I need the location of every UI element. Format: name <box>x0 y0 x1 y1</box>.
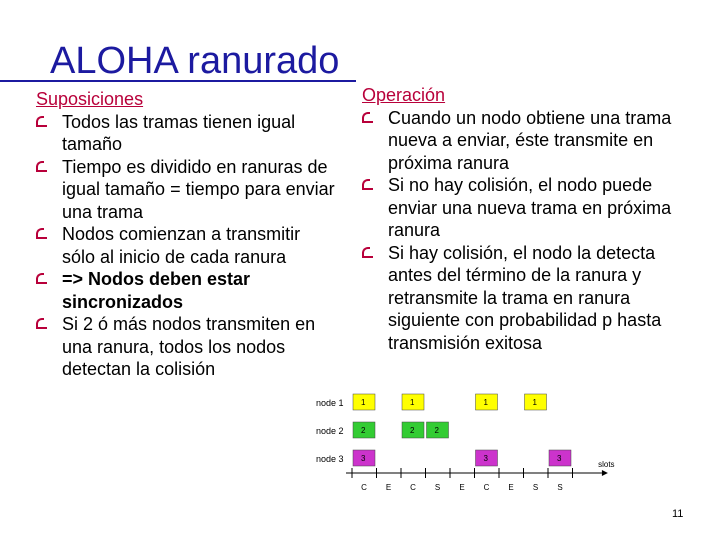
assumptions-column <box>36 88 336 381</box>
frame-label: 1 <box>361 398 366 407</box>
frame-label: 3 <box>483 454 488 463</box>
operation-list <box>362 107 702 355</box>
bullet-text: Si no hay colisión, el nodo puede enviar una nueva trama en próxima ranura <box>388 175 672 240</box>
title-underline <box>0 80 356 86</box>
bullet-item <box>36 223 336 268</box>
operation-column <box>362 84 702 354</box>
page-number: 11 <box>672 508 684 520</box>
frame-label: 1 <box>410 398 415 407</box>
bullet-text: Cuando un nodo obtiene una trama nueva a enviar, éste transmite en próxima ranura <box>388 107 672 173</box>
slot-outcome-label: S <box>532 483 539 492</box>
frame-label: 1 <box>483 398 488 407</box>
assumptions-heading: Suposiciones <box>36 89 144 109</box>
bullet-icon <box>36 228 44 237</box>
bullet-icon <box>36 116 44 125</box>
bullet-icon <box>362 179 370 188</box>
axis-label: slots <box>598 460 615 469</box>
bullet-item <box>36 111 336 156</box>
slot-outcome-label: E <box>459 483 465 492</box>
bullet-item <box>362 242 702 355</box>
node-label: node 1 <box>316 398 344 408</box>
slotted-aloha-diagram <box>300 385 640 505</box>
bullet-icon <box>362 247 370 256</box>
bullet-icon <box>36 273 44 282</box>
bullet-icon <box>36 161 44 170</box>
bullet-text: Tiempo es dividido en ranuras de igual tamaño = tiempo para enviar una trama <box>62 156 335 222</box>
bullet-icon <box>36 318 44 327</box>
assumptions-list <box>36 111 336 381</box>
bullet-text: => Nodos deben estar sincronizados <box>62 269 251 312</box>
bullet-text: Si hay colisión, el nodo la detecta antes del término de la ranura y retransmite la trama en ranura siguiente con probabilidad p hasta transmisión exitosa <box>388 242 662 353</box>
bullet-item <box>362 174 702 242</box>
operation-heading: Operación <box>362 85 446 105</box>
node-label: node 2 <box>316 426 344 436</box>
frame-label: 2 <box>410 426 415 435</box>
frame-label: 2 <box>434 426 439 435</box>
slide-title: ALOHA ranurado <box>50 40 340 82</box>
frame-label: 3 <box>557 454 562 463</box>
slot-outcome-label: S <box>557 483 563 492</box>
frame-label: 2 <box>361 426 366 435</box>
bullet-text: Si 2 ó más nodos transmiten en una ranura, todos los nodos detectan la colisión <box>62 314 316 379</box>
slot-outcome-label: E <box>508 483 514 492</box>
bullet-text: Todos las tramas tienen igual tamaño <box>62 111 296 154</box>
slot-outcome-label: E <box>385 483 392 492</box>
slot-outcome-label: C <box>361 483 367 492</box>
bullet-item <box>36 268 336 313</box>
frame-label: 3 <box>361 454 366 463</box>
bullet-item <box>36 313 336 381</box>
bullet-item <box>362 107 702 175</box>
slot-outcome-label: S <box>434 483 441 492</box>
bullet-item <box>36 156 336 224</box>
node-label: node 3 <box>316 454 344 464</box>
slot-outcome-label: C <box>410 483 416 492</box>
frame-label: 1 <box>532 398 537 407</box>
axis-arrowhead <box>602 470 608 476</box>
slot-outcome-label: C <box>483 483 490 492</box>
bullet-text: Nodos comienzan a transmitir sólo al inicio de cada ranura <box>62 224 301 267</box>
bullet-icon <box>362 112 370 121</box>
